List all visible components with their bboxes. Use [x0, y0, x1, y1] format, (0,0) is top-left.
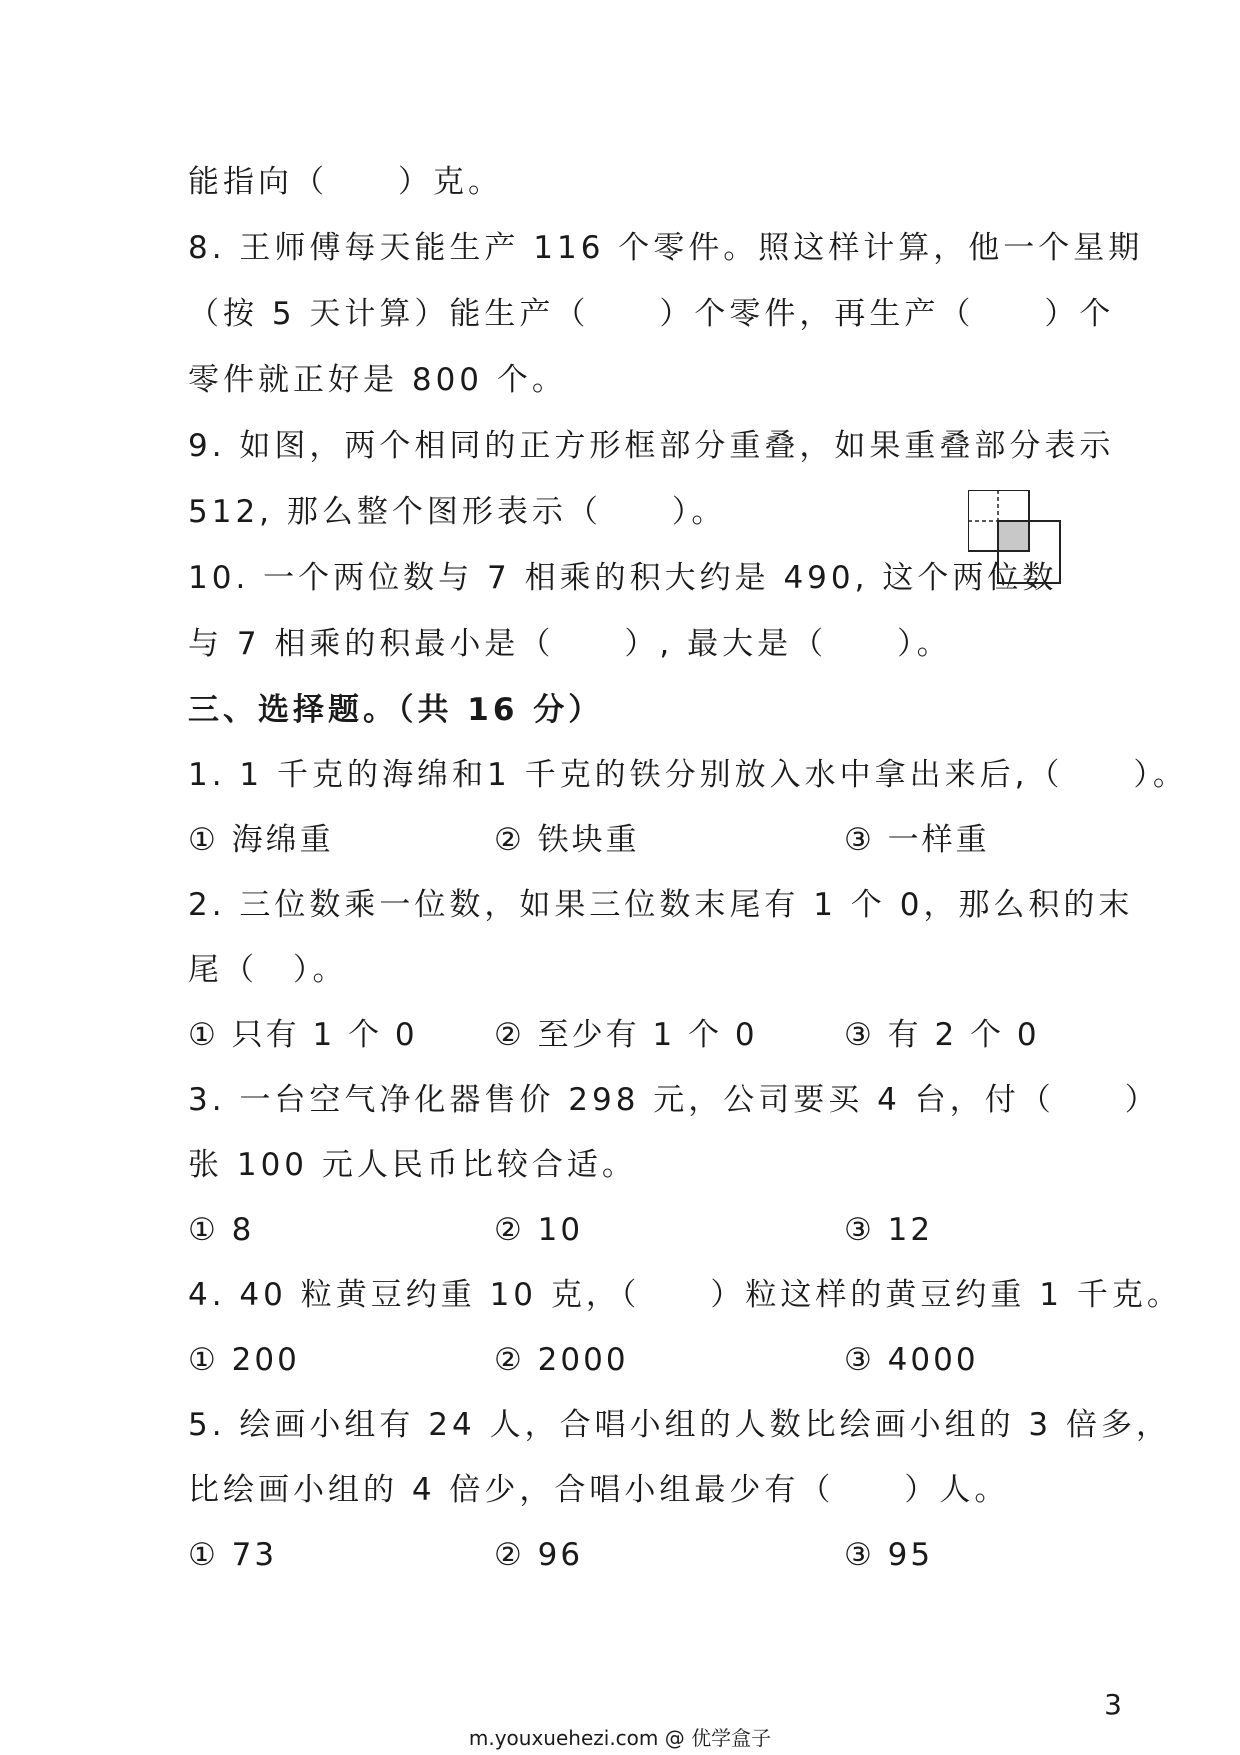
question-2-option-1: ① 只有 1 个 0	[188, 1017, 418, 1053]
question-1-option-1: ① 海绵重	[188, 822, 334, 858]
question-4-option-3: ③ 4000	[844, 1342, 979, 1378]
question-1-option-2: ② 铁块重	[494, 822, 640, 858]
question-5-text-line-2: 比绘画小组的 4 倍少，合唱小组最少有（ ）人。	[188, 1472, 1010, 1508]
question-3-option-1: ① 8	[188, 1212, 255, 1248]
question-1-option-3: ③ 一样重	[844, 822, 990, 858]
question-2-option-2: ② 至少有 1 个 0	[494, 1017, 758, 1053]
q8-line-2: （按 5 天计算）能生产（ ）个零件，再生产（ ）个	[188, 296, 1115, 332]
q8-line-1: 8. 王师傅每天能生产 116 个零件。照这样计算，他一个星期	[188, 230, 1144, 266]
question-5-text-line-1: 5. 绘画小组有 24 人，合唱小组的人数比绘画小组的 3 倍多，	[188, 1407, 1172, 1443]
section-3-heading: 三、选择题。（共 16 分）	[188, 692, 604, 728]
question-2-text-line-2: 尾（ ）。	[188, 952, 348, 988]
overlapping-squares-figure	[968, 490, 1068, 590]
question-5-option-2: ② 96	[494, 1537, 584, 1573]
question-5-option-1: ① 73	[188, 1537, 278, 1573]
question-4-option-2: ② 2000	[494, 1342, 629, 1378]
footer-watermark: m.youxuehezi.com @ 优学盒子	[468, 1726, 772, 1750]
question-2-text-line-1: 2. 三位数乘一位数，如果三位数末尾有 1 个 0，那么积的末	[188, 887, 1134, 923]
question-3-text-line-2: 张 100 元人民币比较合适。	[188, 1147, 637, 1183]
overlap-region	[998, 521, 1029, 551]
question-4-option-1: ① 200	[188, 1342, 300, 1378]
question-4-text: 4. 40 粒黄豆约重 10 克，（ ）粒这样的黄豆约重 1 千克。	[188, 1277, 1182, 1313]
q10-line-1: 10. 一个两位数与 7 相乘的积大约是 490, 这个两位数	[188, 560, 1058, 596]
q10-line-2: 与 7 相乘的积最小是（ ）, 最大是（ ）。	[188, 626, 952, 662]
q9-line-2: 512, 那么整个图形表示（ ）。	[188, 494, 727, 530]
q8-line-3: 零件就正好是 800 个。	[188, 362, 567, 398]
question-1-text: 1. 1 千克的海绵和1 千克的铁分别放入水中拿出来后,（ ）。	[188, 757, 1188, 793]
q9-line-1: 9. 如图，两个相同的正方形框部分重叠，如果重叠部分表示	[188, 428, 1115, 464]
page-number: 3	[1104, 1688, 1122, 1721]
question-2-option-3: ③ 有 2 个 0	[844, 1017, 1040, 1053]
question-3-option-3: ③ 12	[844, 1212, 934, 1248]
question-3-option-2: ② 10	[494, 1212, 584, 1248]
q7-tail: 能指向（ ）克。	[188, 164, 503, 200]
question-5-option-3: ③ 95	[844, 1537, 934, 1573]
question-3-text-line-1: 3. 一台空气净化器售价 298 元，公司要买 4 台，付（ ）	[188, 1082, 1160, 1118]
